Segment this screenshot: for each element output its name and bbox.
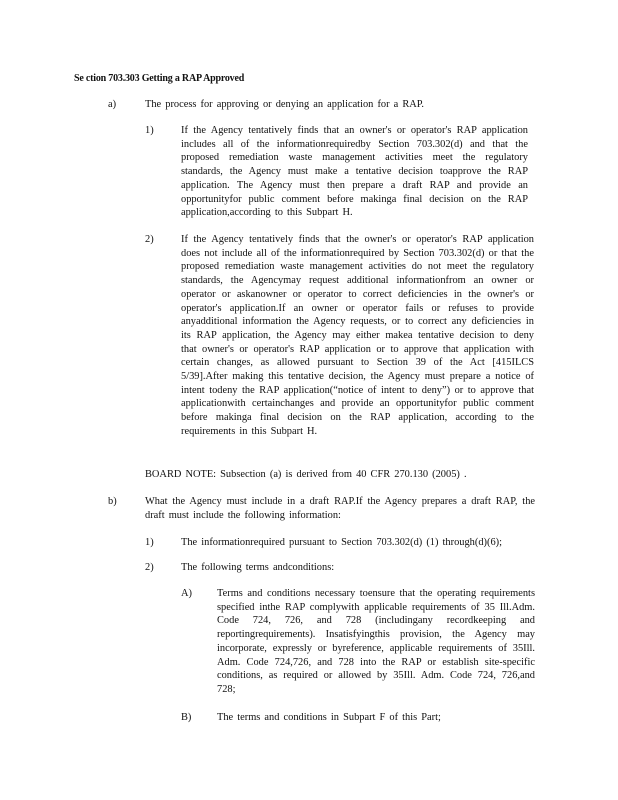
subsection-b-label: b) <box>108 496 117 507</box>
item-b1-text: The informationrequired pursuant to Section 703.302(d) (1) through(d)(6); <box>181 537 502 548</box>
item-b2B-text: The terms and conditions in Subpart F of this Part; <box>217 712 441 723</box>
section-heading: Se ction 703.303 Getting a RAP Approved <box>74 73 245 84</box>
subsection-a-text: The process for approving or denying an application for a RAP. <box>145 99 425 110</box>
item-a2-text: If the Agency tentatively finds that the owner's or operator's RAP application does not include all of the informationrequired by Section 703.302(d) or that the proposed remediation waste management activities do not meet the regulatory standards, the Agencymay request additional informationfrom an owner or operator or askanowner or operator to correct deficiencies in the owner's or operator's application.If an owner or operator fails or refuses to provide anyadditional information the Agency requests, or to correct any deficiencies in its RAP application, the Agency may either makea tentative decision to deny that owner's or operator's RAP application or to approve that application with certain changes, as allowed pursuant to Section 39 of the Act [415ILCS 5/39].After making this tentative decision, the Agency must prepare a notice of intent todeny the RAP application(“notice of intent to deny”) or to approve that applicationwith certainchanges and provide an opportunityfor public comment before makinga final decision on the RAP application, according to the requirements in this Subpart H. <box>181 234 534 437</box>
item-b2A-label: A) <box>181 588 192 599</box>
item-a1-label: 1) <box>145 125 154 136</box>
item-b2B-label: B) <box>181 712 192 723</box>
item-b2-text: The following terms andconditions: <box>181 562 335 573</box>
board-note: BOARD NOTE: Subsection (a) is derived from 40 CFR 270.130 (2005) . <box>145 469 467 480</box>
item-b2-label: 2) <box>145 562 154 573</box>
item-b1-label: 1) <box>145 537 154 548</box>
subsection-a-label: a) <box>108 99 117 110</box>
subsection-b-text: What the Agency must include in a draft RAP.If the Agency prepares a draft RAP, the draft must include the following information: <box>145 496 535 521</box>
item-a2-label: 2) <box>145 234 154 245</box>
item-a1-text: If the Agency tentatively finds that an owner's or operator's RAP application includes all of the informationrequiredby Section 703.302(d) and that the proposed remediation waste management activities meet the regulatory standards, the Agency must make a tentative decision toapprove the RAP application. The Agency must then prepare a draft RAP and provide an opportunityfor public comment before makinga final decision on the RAP application,according to this Subpart H. <box>181 125 528 219</box>
item-b2A-text: Terms and conditions necessary toensure that the operating requirements specified inthe RAP complywith applicable requirements of 35 Ill.Adm. Code 724, 726, and 728 (includingany recordkeeping and reportingrequirements). Insatisfyingthis provision, the Agency may incorporate, expressly or byreference, applicable requirements of 35Ill. Adm. Code 724,726, and 728 into the RAP or establish site-specific conditions, as required or allowed by 35Ill. Adm. Code 724, 726,and 728; <box>217 588 535 695</box>
